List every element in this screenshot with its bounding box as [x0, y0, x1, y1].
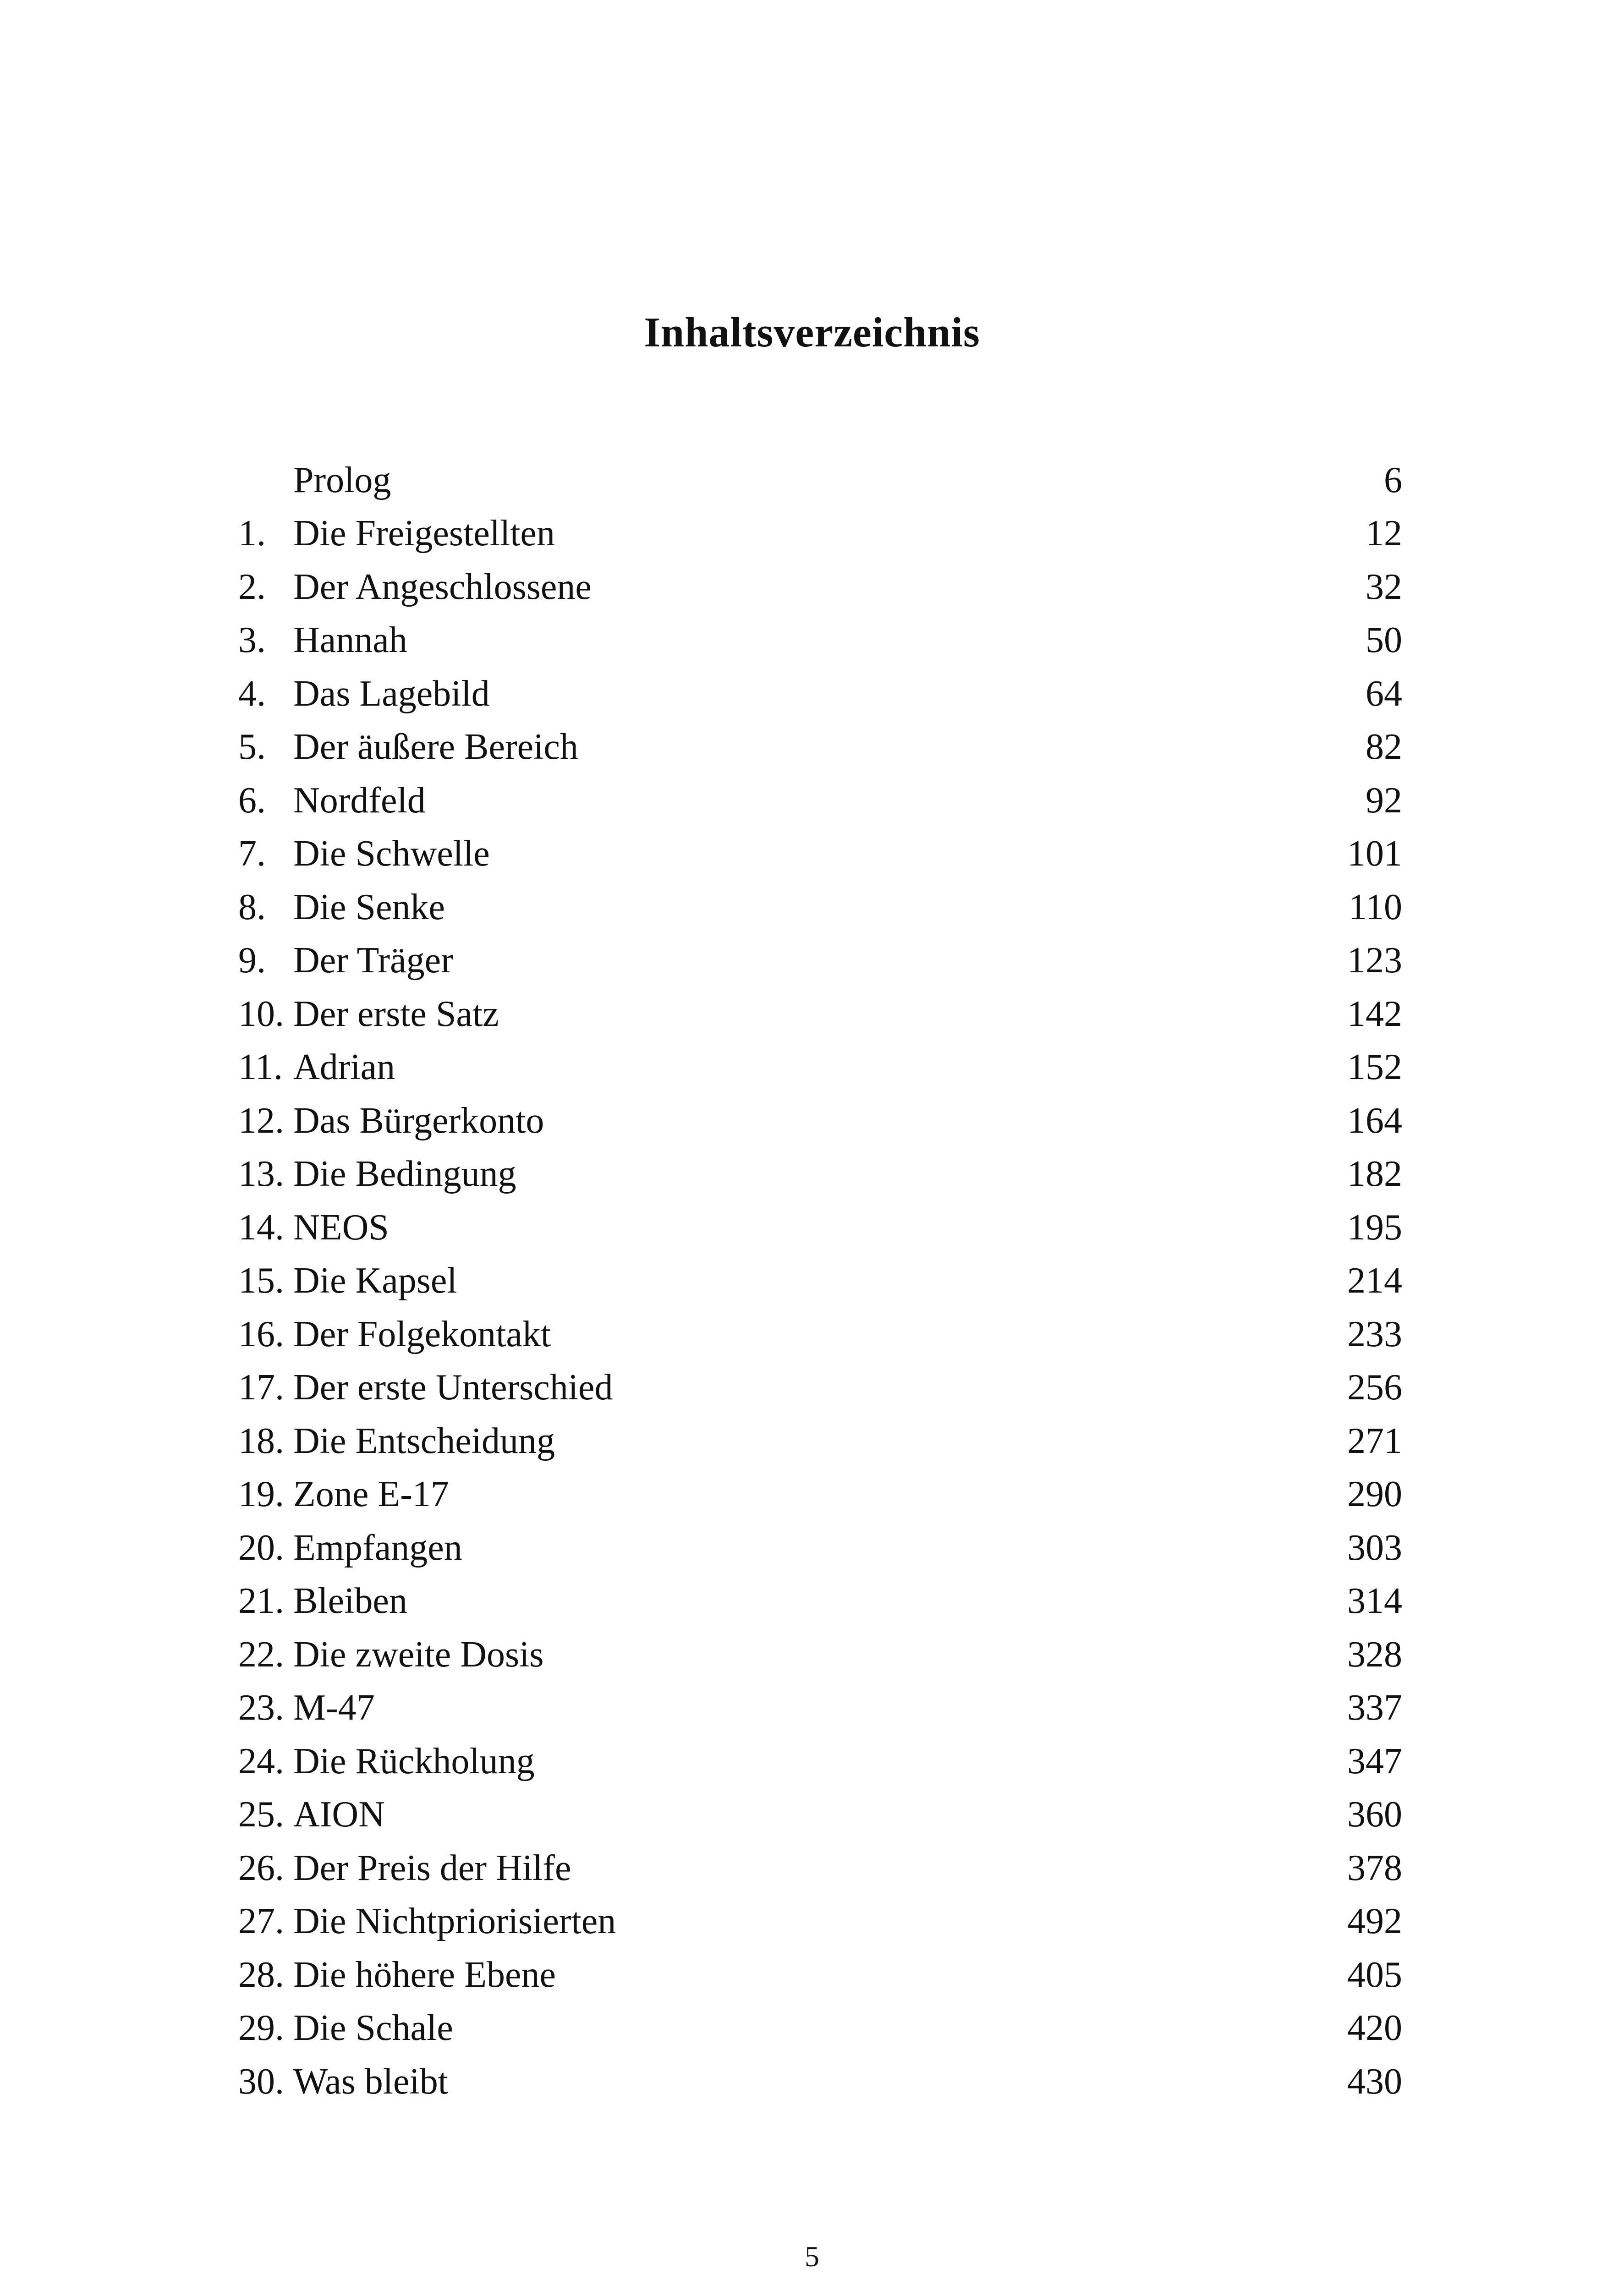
toc-entry-page: 82	[1366, 727, 1402, 767]
toc-entry-page: 164	[1347, 1100, 1402, 1141]
toc-entry-page: 92	[1366, 780, 1402, 821]
toc-entry-title: Die Nichtpriorisierten	[293, 1901, 616, 1942]
toc-entry-title: Zone E-17	[293, 1474, 449, 1515]
toc-entry-title: Der Träger	[293, 940, 453, 981]
toc-entry-title: Die Rückholung	[293, 1741, 535, 1781]
toc-entry-number: 21.	[238, 1581, 284, 1622]
toc-entry-page: 182	[1347, 1154, 1402, 1195]
toc-entry-page: 378	[1347, 1847, 1402, 1888]
toc-entry-title: Die Freigestellten	[293, 513, 555, 554]
toc-entry	[238, 721, 1402, 774]
toc-entry-number: 19.	[238, 1474, 284, 1515]
toc-entry-page: 101	[1347, 833, 1402, 874]
toc-entry	[238, 2055, 1402, 2109]
toc-entry-number: 26.	[238, 1847, 284, 1888]
toc-entry-title: Die Bedingung	[293, 1154, 516, 1195]
toc-entry-page: 420	[1347, 2008, 1402, 2049]
toc-entry-number: 8.	[238, 887, 266, 927]
toc-entry	[238, 1041, 1402, 1095]
toc-entry-page: 405	[1347, 1954, 1402, 1995]
toc-entry-page: 123	[1347, 940, 1402, 981]
toc-entry-page: 328	[1347, 1634, 1402, 1675]
toc-entry-number: 1.	[238, 513, 266, 554]
toc-entry	[238, 1468, 1402, 1522]
toc-entry-number: 22.	[238, 1634, 284, 1675]
toc-entry	[238, 1628, 1402, 1682]
toc-entry-number: 15.	[238, 1261, 284, 1301]
toc-entry	[238, 1521, 1402, 1575]
toc-entry-number: 7.	[238, 833, 266, 874]
toc-entry-title: Der Angeschlossene	[293, 566, 592, 607]
toc-entry-page: 12	[1366, 513, 1402, 554]
toc-entry-title: Nordfeld	[293, 780, 426, 821]
toc-entry-page: 214	[1347, 1261, 1402, 1301]
toc-entry-title: Der Preis der Hilfe	[293, 1847, 571, 1888]
toc-entry-number: 17.	[238, 1367, 284, 1408]
toc-entry-title: Der erste Unterschied	[293, 1367, 613, 1408]
toc-entry	[238, 1094, 1402, 1148]
toc-entry	[238, 1255, 1402, 1308]
toc-entry-number: 14.	[238, 1207, 284, 1248]
toc-entry	[238, 560, 1402, 614]
toc-entry-title: Hannah	[293, 620, 407, 661]
toc-entry-number: 28.	[238, 1954, 284, 1995]
toc-entry-number: 24.	[238, 1741, 284, 1781]
toc-entry-title: Die Schale	[293, 2008, 453, 2049]
toc-entry-number: 4.	[238, 673, 266, 714]
toc-entry-number: 18.	[238, 1420, 284, 1461]
toc-entry-title: Die Senke	[293, 887, 445, 927]
toc-entry-title: Die höhere Ebene	[293, 1954, 556, 1995]
toc-entry-number: 27.	[238, 1901, 284, 1942]
toc-entry-title: Der äußere Bereich	[293, 727, 578, 767]
toc-entry-title: Die Schwelle	[293, 833, 490, 874]
page-title: Inhaltsverzeichnis	[644, 309, 980, 356]
toc-entry	[238, 987, 1402, 1041]
toc-entry-title: Die zweite Dosis	[293, 1634, 544, 1675]
toc-entry-number: 29.	[238, 2008, 284, 2049]
toc-entry-page: 50	[1366, 620, 1402, 661]
toc-entry-number: 16.	[238, 1314, 284, 1354]
toc-entry	[238, 774, 1402, 828]
toc-entry	[238, 1682, 1402, 1735]
toc-entry-number: 9.	[238, 940, 266, 981]
toc-entry-page: 142	[1347, 993, 1402, 1034]
toc-entry-title: Die Kapsel	[293, 1261, 457, 1301]
toc-entry-title: M-47	[293, 1688, 375, 1728]
toc-entry-page: 492	[1347, 1901, 1402, 1942]
toc-entry-page: 195	[1347, 1207, 1402, 1248]
toc-entry-number: 30.	[238, 2061, 284, 2102]
toc-entry-number: 12.	[238, 1100, 284, 1141]
toc-entry	[238, 881, 1402, 934]
toc-entry	[238, 1148, 1402, 1201]
toc-entry-page: 347	[1347, 1741, 1402, 1781]
toc-entry-title: Das Lagebild	[293, 673, 490, 714]
toc-entry	[238, 1201, 1402, 1255]
toc-entry-page: 64	[1366, 673, 1402, 714]
page-number: 5	[805, 2240, 819, 2273]
toc-entry	[238, 1735, 1402, 1788]
toc-entry	[238, 1895, 1402, 1949]
toc-entry-title: Was bleibt	[293, 2061, 448, 2102]
toc-entry-number: 10.	[238, 993, 284, 1034]
toc-entry-number: 3.	[238, 620, 266, 661]
toc-entry	[238, 1361, 1402, 1415]
toc-entry-page: 337	[1347, 1688, 1402, 1728]
toc-entry-title: NEOS	[293, 1207, 389, 1248]
toc-entry-number: 23.	[238, 1688, 284, 1728]
toc-entry-number: 2.	[238, 566, 266, 607]
toc-entry-number: 6.	[238, 780, 266, 821]
toc-entry-number: 5.	[238, 727, 266, 767]
toc-entry	[238, 667, 1402, 721]
toc-entry-page: 110	[1348, 887, 1402, 927]
table-of-contents	[238, 454, 1402, 2109]
toc-entry-number: 11.	[238, 1047, 283, 1088]
toc-entry-title: Der Folgekontakt	[293, 1314, 551, 1354]
toc-entry-title: AION	[293, 1794, 385, 1835]
toc-entry-title: Empfangen	[293, 1527, 462, 1568]
toc-entry-title: Adrian	[293, 1047, 395, 1088]
toc-entry	[238, 1948, 1402, 2002]
toc-entry	[238, 828, 1402, 881]
toc-entry-page: 271	[1347, 1420, 1402, 1461]
toc-entry-page: 6	[1384, 460, 1402, 500]
toc-entry-number: 13.	[238, 1154, 284, 1195]
toc-entry-title: Der erste Satz	[293, 993, 499, 1034]
toc-entry-title: Bleiben	[293, 1581, 407, 1622]
toc-entry-page: 303	[1347, 1527, 1402, 1568]
toc-entry	[238, 1414, 1402, 1468]
toc-entry	[238, 1308, 1402, 1361]
toc-entry-title: Die Entscheidung	[293, 1420, 555, 1461]
toc-entry-page: 152	[1347, 1047, 1402, 1088]
toc-entry-page: 314	[1347, 1581, 1402, 1622]
toc-entry	[238, 454, 1402, 507]
toc-entry-number: 25.	[238, 1794, 284, 1835]
toc-entry-page: 256	[1347, 1367, 1402, 1408]
toc-entry-title: Das Bürgerkonto	[293, 1100, 544, 1141]
toc-entry-number: 20.	[238, 1527, 284, 1568]
toc-entry-page: 290	[1347, 1474, 1402, 1515]
toc-entry	[238, 1788, 1402, 1842]
toc-entry-title: Prolog	[293, 460, 391, 500]
toc-entry-page: 360	[1347, 1794, 1402, 1835]
toc-entry	[238, 2002, 1402, 2055]
toc-entry-page: 32	[1366, 566, 1402, 607]
toc-entry	[238, 614, 1402, 668]
toc-entry	[238, 507, 1402, 561]
toc-entry-page: 430	[1347, 2061, 1402, 2102]
toc-entry	[238, 1842, 1402, 1895]
toc-entry-page: 233	[1347, 1314, 1402, 1354]
toc-entry	[238, 934, 1402, 988]
toc-entry	[238, 1575, 1402, 1628]
